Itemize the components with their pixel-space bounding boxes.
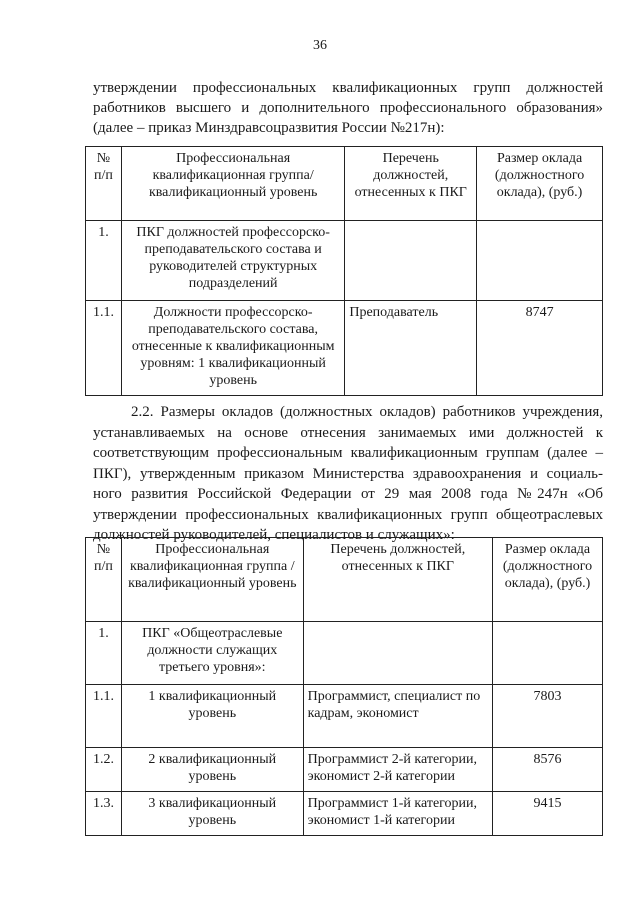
header-number: № п/п	[86, 147, 122, 221]
row-positions	[303, 622, 492, 685]
header-positions: Перечень должностей, отнесенных к ПКГ	[345, 147, 477, 221]
row-salary: 8576	[493, 748, 603, 792]
row-positions: Программист, специалист по кадрам, экономист	[303, 685, 492, 748]
header-salary: Размер оклада (должностного оклада), (руб.)	[493, 538, 603, 622]
section-2-2-paragraph	[93, 402, 603, 546]
row-salary: 8747	[477, 301, 603, 396]
intro-line: (далее – приказ Минздравсоцразвития России №217н):	[93, 120, 445, 136]
header-positions: Перечень должностей, отнесенных к ПКГ	[303, 538, 492, 622]
row-salary	[493, 622, 603, 685]
table-header-row	[86, 147, 603, 221]
row-group: Должности профессорско-преподавательского состава, отнесенные к квалификационным уровням: 1 квалификационный уровень	[121, 301, 344, 396]
paragraph-line: устанавливаемых на основе отнесения занимаемых ими должностей к	[93, 424, 603, 441]
page-number: 36	[313, 38, 327, 53]
table-header-row	[86, 538, 603, 622]
row-group: 3 квалификационный уровень	[121, 792, 303, 836]
row-salary: 7803	[493, 685, 603, 748]
row-group: ПКГ «Общеотраслевые должности служащих третьего уровня»:	[121, 622, 303, 685]
row-group: 1 квалификационный уровень	[121, 685, 303, 748]
header-number: № п/п	[86, 538, 122, 622]
row-salary: 9415	[493, 792, 603, 836]
row-number: 1.2.	[86, 748, 122, 792]
row-positions: Программист 2-й категории, экономист 2-й категории	[303, 748, 492, 792]
paragraph-line: 2.2. Размеры окладов (должностных окладов) работников учреждения,	[131, 404, 603, 420]
header-group: Профессиональная квалификационная группа / квалификационный уровень	[121, 538, 303, 622]
row-salary	[477, 221, 603, 301]
paragraph-line: ного развития Российской Федерации от 29 мая 2008 года №247н «Об	[93, 486, 603, 502]
paragraph-line: утверждении профессиональных квалификационных групп общеотраслевых	[93, 506, 603, 523]
header-group: Профессиональная квалификационная группа/ квалификационный уровень	[121, 147, 344, 221]
row-number: 1.	[86, 622, 122, 685]
salary-table-2	[85, 537, 603, 836]
table-row	[86, 748, 603, 792]
table-row	[86, 792, 603, 836]
row-group: 2 квалификационный уровень	[121, 748, 303, 792]
row-positions: Программист 1-й категории, экономист 1-й категории	[303, 792, 492, 836]
table-row	[86, 685, 603, 748]
paragraph-line: должностей руководителей, специалистов и служащих»:	[93, 527, 455, 543]
row-positions	[345, 221, 477, 301]
row-number: 1.1.	[86, 685, 122, 748]
intro-line: работников высшего и дополнительного профессионального образования»	[93, 100, 603, 116]
salary-table-1	[85, 146, 603, 396]
table-row	[86, 301, 603, 396]
row-group: ПКГ должностей профессорско-преподавательского состава и руководителей структурных подразделений	[121, 221, 344, 301]
table-row	[86, 622, 603, 685]
paragraph-line: соответствующим профессиональным квалификационным группам (далее –	[93, 445, 603, 461]
row-positions: Преподаватель	[345, 301, 477, 396]
paragraph-line: ПКГ), утвержденным приказом Министерства здравоохранения и социаль-	[93, 465, 603, 482]
intro-line: утверждении профессиональных квалификационных групп должностей	[93, 80, 603, 96]
header-salary: Размер оклада (должностного оклада), (руб.)	[477, 147, 603, 221]
table-row	[86, 221, 603, 301]
row-number: 1.1.	[86, 301, 122, 396]
intro-paragraph	[93, 78, 603, 138]
row-number: 1.3.	[86, 792, 122, 836]
row-number: 1.	[86, 221, 122, 301]
